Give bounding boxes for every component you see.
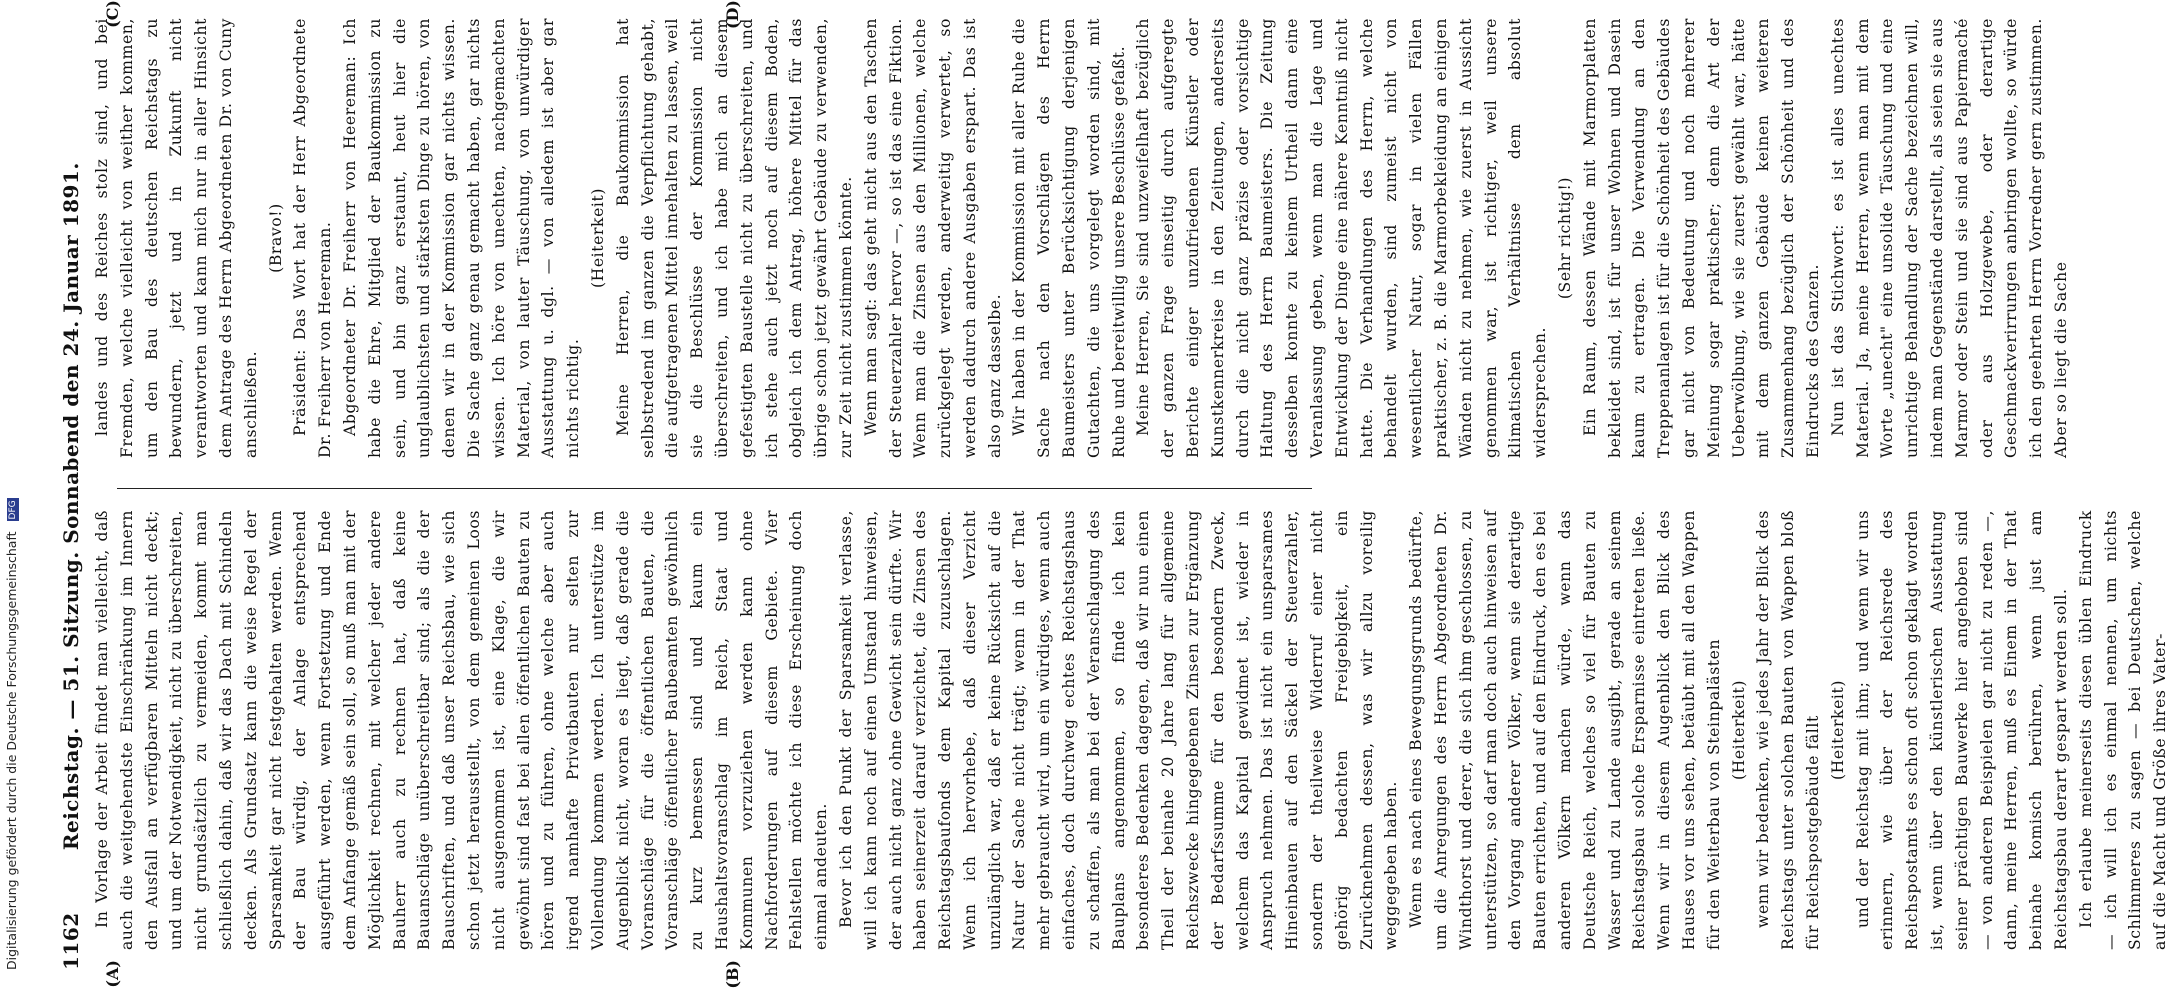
page-header: [56, 40, 86, 970]
speaker-announcement: Präsident: Das Wort hat der Herr Abgeordnete Dr. Freiherr von Heereman.: [291, 18, 335, 458]
paragraph: In Vorlage der Arbeit findet man vielleicht, daß auch die weitgehendste Einschränkung im Innern den Ausfall an verfügbaren Mitteln nicht deckt; und um der Notwendigkeit, nicht zu überschreiten, nicht grundsätzlich zu vermeiden, kommt man schließlich dahin, daß wir das Dach mit Schindeln decken. Als Grundsatz kann die weise Regel der Sparsamkeit gar nicht festgehalten werden. Wenn der Bau würdig, der Anlage entsprechend ausgeführt werden, wenn Fortsetzung und Ende dem Anfange gemäß sein soll, so muß man mit der Möglichkeit rechnen, mit welcher jeder andere Bauherr auch zu rechnen hat, daß keine Bauanschläge unüberschreitbar sind; als die der Bauschriften, und daß unser Reichsbau, wie sich schon jetzt herausstellt, von dem gemeinen Loos nicht ausgenommen ist, eine Klage, die wir gewöhnt sind fast bei allen öffentlichen Bauten zu hören und zu führen, ohne welche aber auch irgend namhafte Privatbauten nur selten zur Vollendung kommen werden. Ich unterstütze im Augenblick nicht, woran es liegt, daß gerade die Voranschläge für die öffentlichen Bauten, die Voranschläge öffentlicher Baubeamten gewöhnlich zu kurz bemessen sind und kaum ein Haushaltsvoranschlag im Reich, Staat und Kommunen vorzuziehen werden kann ohne Nachforderungen auf diesem Gebiete. Vier Fehlstellen möchte ich diese Erscheinung doch einmal andeuten.: [93, 510, 831, 950]
paragraph: Ein Raum, dessen Wände mit Marmorplatten bekleidet sind, ist für unser Wohnen und Dasein kaum zu ertragen. Die Verwendung an den Treppenanlagen ist für die Schönheit des Gebäudes gar nicht von Bedeutung und noch mehrerer Meinung sogar praktischer; denn die Art der Ueberwölbung, wie sie zuerst gewählt war, hätte mit dem ganzen Gebäude keinen weiteren Zusammenhang bezüglich der Schönheit und des Eindrucks des Ganzen.: [1580, 18, 1822, 458]
paragraph: Bevor ich den Punkt der Sparsamkeit verlasse, will ich kann noch auf einen Umstand hinweisen, der auch nicht ganz ohne Gewicht sein dürfte. Wir haben seinerzeit darauf verzichtet, die Zinsen des Reichstagsbaufonds dem Kapital zuzuschlagen. Wenn ich hervorhebe, daß dieser Verzicht unzulänglich war, daß er keine Rücksicht auf die Natur der Sache nicht trägt; wenn in der That mehr gebraucht wird, um ein würdiges, wenn auch einfaches, doch durchweg echtes Reichstagshaus zu schaffen, als man bei der Veranschlagung des Bauplans angenommen, so finde ich kein besonderes Bedenken dagegen, daß wir nun einen Theil der beinahe 20 Jahre lang für allgemeine Reichszwecke hingegebenen Zinsen zur Ergänzung der Bedarfssumme für den besondern Zweck, welchem das Kapital gewidmet ist, wieder in Anspruch nehmen. Das ist nicht ein unsparsames Hineinbauen auf den Säckel der Steuerzahler, sondern der theilweise Widerruf einer nicht gehörig bedachten Freigebigkeit, ein Zurücknehmen dessen, was wir allzu voreilig weggegeben haben.: [836, 510, 1401, 950]
margin-letter-d: (D): [723, 0, 742, 30]
dfg-logo: DFG: [7, 500, 18, 520]
paragraph: Meine Herren, die Baukommission hat selbstredend im ganzen die Verpflichtung gehabt, die aufgetragenen Mittel innehalten zu lassen, weil sie die Beschlüsse der Kommission nicht überschreiten, und ich habe mich an diesem gefestigten Baustelle nicht zu überschreiten, und ich stehe auch jetzt noch auf diesem Boden, obgleich ich dem Antrag, höhere Mittel für das übrige schon jetzt gewährt Gebäude zu verwenden, zur Zeit nicht zustimmen könnte.: [613, 18, 855, 458]
interjection: (Bravo!): [266, 203, 285, 273]
margin-letter-c: (C): [103, 0, 122, 28]
column-divider: [117, 488, 1312, 489]
interjection: (Heiterkeit): [588, 187, 607, 289]
digitization-note-text: Digitalisierung gefördert durch die Deutsche Forschungsgemeinschaft: [4, 531, 19, 970]
digitization-sidebar: [0, 0, 40, 1000]
paragraph: landes und des Reiches stolz sind, und bei Fremden, welche vielleicht von weither kommen, um den Bau des deutschen Reichstags zu bewundern, jetzt und in Zukunft nicht verantworten und kann mich nur in aller Hinsicht dem Antrage des Herrn Abgeordneten Dr. von Cuny anschließen.: [93, 18, 260, 458]
paragraph: wenn wir bedenken, wie jedes Jahr der Blick des Reichstags unter solchen Bauten von Wappen bloß für Reichspostgebäude fällt: [1754, 510, 1822, 950]
paragraph: Wir haben in der Kommission mit aller Ruhe die Sache nach den Vorschlägen des Herrn Baumeisters unter Berücksichtigung derjenigen Gutachten, die uns vorgelegt worden sind, mit Ruhe und bereitwillig unsere Beschlüsse gefaßt.: [1010, 18, 1128, 458]
interjection: (Sehr richtig!): [1556, 176, 1575, 300]
interjection: (Heiterkeit): [1828, 679, 1847, 781]
paragraph: Wenn man sagt: das geht nicht aus den Taschen der Steuerzahler hervor —, so ist das eine Fiktion. Wenn man die Zinsen aus den Millionen, welche zurückgelegt werden, anderweitig verwertet, so werden dadurch andere Ausgaben erspart. Das ist also ganz dasselbe.: [861, 18, 1004, 458]
digitization-note: [4, 10, 22, 970]
margin-letter-a: (A): [103, 960, 122, 988]
paragraph: Nun ist das Stichwort: es ist alles unechtes Material. Ja, meine Herren, wenn man mit dem Worte „unecht" eine unsolide Täuschung und eine unrichtige Behandlung der Sache bezeichnen will, indem man Gegenstände darstellt, als seien sie aus Marmor oder Stein und sie sind aus Papiermaché oder aus Holzgewebe, oder derartige Geschmackverirrungen anbringen wollte, so würde ich den geehrten Herrn Vorredner gern zustimmen. Aber so liegt die Sache: [1828, 18, 2070, 458]
interjection: (Heiterkeit): [1729, 679, 1748, 781]
right-column: [90, 18, 2070, 458]
left-column: [90, 510, 2170, 950]
speech-paragraph: Abgeordneter Dr. Freiherr von Heereman: Ich habe die Ehre, Mitglied der Baukommission zu sein, und bin ganz erstaunt, heut hier die unglaublichsten und stärksten Dinge zu hören, von denen wir in der Kommission gar nichts wissen. Die Sache ganz genau gemacht haben, gar nichts wissen. Ich höre von unechten, nachgemachten Material, von lauter Täuschung, von unwürdiger Ausstattung u. dgl. — von alledem ist aber gar nichts richtig.: [340, 18, 583, 458]
paragraph: Meine Herren, Sie sind unzweifelhaft bezüglich der ganzen Frage einseitig durch aufgeregte Berichte einiger unzufriedenen Künstler oder Kunstkennerkreise in den Zeitungen, anderseits durch die nicht ganz präzise oder vorsichtige Haltung des Herrn Baumeisters. Die Zeitung desselben konnte zu keinem Urtheil dann eine Veranlassung geben, wenn man die Lage und Entwicklung der Dinge eine nähere Kenntniß nicht hatte. Die Verhandlungen des Herrn, welche behandelt wurden, sind zumeist nicht von wesentlicher Natur, sogar in vielen Fällen praktischer, z. B. die Marmorbekleidung an einigen Wänden nicht zu nehmen, wie zuerst in Aussicht genommen war, ist richtiger, weil unsere klimatischen Verhältnisse dem absolut widersprechen.: [1134, 18, 1550, 458]
paragraph: Wenn es nach eines Bewegungsgrunds bedürfte, um die Anregungen des Herrn Abgeordneten Dr. Windthorst und derer, die sich ihm geschlossen, zu unterstützen, so darf man doch auch hinweisen auf den Vorgang anderer Völker, wenn sie derartige Bauten errichten, und auf den Eindruck, den es bei anderen Völkern machen würde, wenn das Deutsche Reich, welches so viel für Bauten zu Wasser und zu Lande ausgibt, gerade an seinem Reichstagsbau solche Ersparnisse eintreten ließe. Wenn wir in diesem Augenblick den Blick des Hauses vor uns sehen, betäubt mit all den Wappen für den Weiterbau von Steinpalästen: [1407, 510, 1723, 950]
margin-letter-b: (B): [723, 960, 742, 989]
paragraph: Ich erlaube meinerseits diesen üblen Eindruck — ich will ich es einmal nennen, um nichts Schlimmeres zu sagen — bei Deutschen, welche auf die Macht und Größe ihres Vater-: [2076, 510, 2170, 950]
page-title: Reichstag. — 51. Sitzung. Sonnabend den 24. Januar 1891.: [59, 162, 83, 851]
paragraph: und der Reichstag mit ihm; und wenn wir uns erinnern, wie über der Reichsrede des Reichspostamts es schon oft schon geklagt worden ist, wenn über den künstlerischen Ausstattung seiner prächtigen Bauwerke hier angehoben sind — von anderen Beispielen gar nicht zu reden —, dann, meine Herren, muß es Einem in der That beinahe komisch berühren, wenn just am Reichstagsbau derart gespart werden soll.: [1853, 510, 2070, 950]
scanned-page: [40, 0, 2170, 1000]
page-number: 1162: [59, 912, 83, 970]
rotated-page-content: [40, 0, 2170, 1000]
